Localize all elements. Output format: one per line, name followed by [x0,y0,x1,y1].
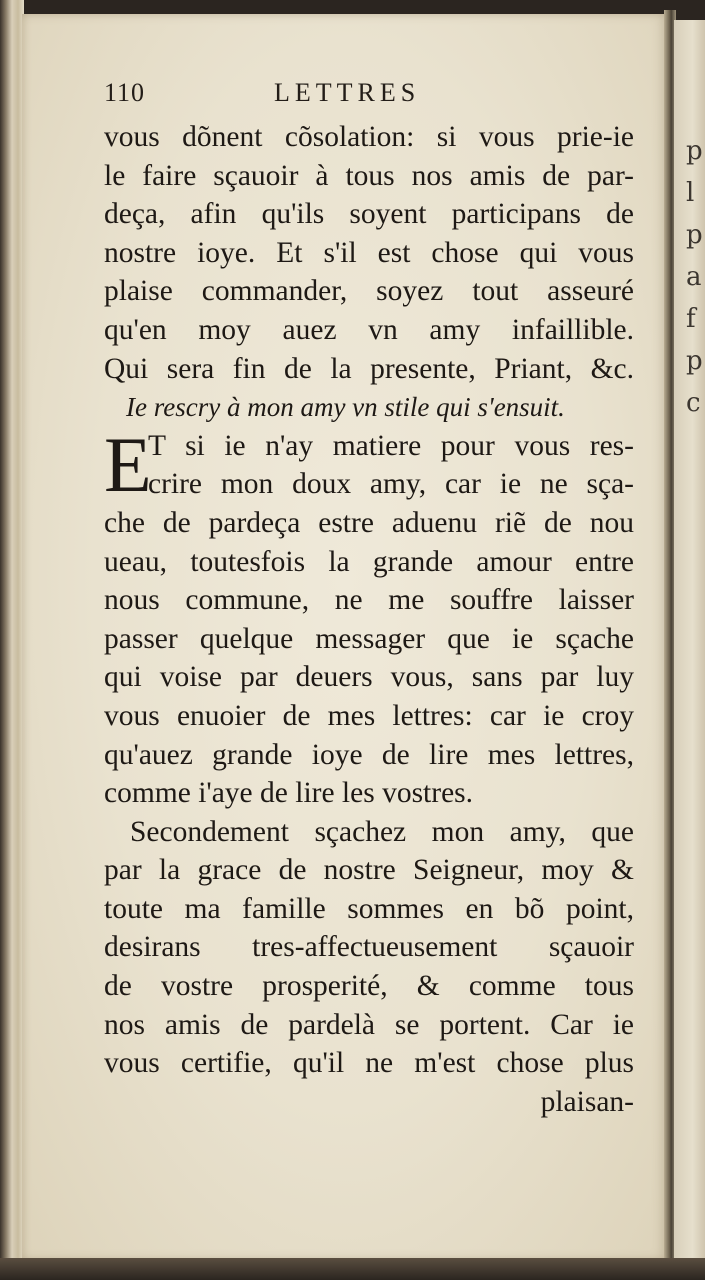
text-line: qu'en moy auez vn amy infaillible. [104,313,634,346]
running-title: LETTRES [274,78,421,107]
text-line: crire mon doux amy, car ie ne sça- [148,468,634,501]
text-line: T si ie n'ay matiere pour vous res- [148,429,634,462]
text-line: vous enuoier de mes lettres: car ie croy [104,699,634,732]
text-line: qu'auez grande ioye de lire mes lettres, [104,738,634,771]
text-line: vous dõnent cõsolation: si vous prie-ie [104,121,634,153]
text-line: toute ma famille sommes en bõ point, [104,892,634,925]
text-line: le faire sçauoir à tous nos amis de par- [104,159,634,192]
drop-cap-block [104,420,634,508]
drop-cap-lines [148,427,634,504]
text-line: de vostre prosperité, & comme tous [104,970,634,1003]
text-line: comme i'aye de lire les vostres. [104,777,474,810]
body-text [104,118,634,1121]
facing-letter: p [686,136,703,166]
text-line: nos amis de pardelà se portent. Car ie [104,1008,634,1041]
text-line: nostre ioye. Et s'il est chose qui vous [104,236,634,269]
text-line: nous commune, ne me souffre laisser [104,584,634,617]
facing-letter: p [686,346,703,376]
text-line: par la grace de nostre Seigneur, moy & [104,854,634,887]
text-line: vous certifie, qu'il ne m'est chose plus [104,1047,634,1080]
page-stack-edge [0,0,24,1280]
text-line: deça, afin qu'ils soyent participans de [104,198,634,231]
text-line: che de pardeça estre aduenu riẽ de nou [104,506,634,539]
text-line: ueau, toutesfois la grande amour entre [104,545,634,578]
facing-letter: c [686,388,701,418]
catchword: plaisan- [540,1085,634,1118]
facing-letter: p [686,220,703,250]
text-line: desirans tres-affectueusement sçauoir [104,931,634,964]
facing-letter: f [686,304,696,334]
text-line: passer quelque messager que ie sçache [104,622,634,655]
page-number: 110 [104,78,146,107]
letter-heading: Ie rescry à mon amy vn stile qui s'ensuit. [126,392,565,423]
paragraph-first-line: Secondement sçachez mon amy, que [130,815,634,848]
running-head [104,78,634,112]
facing-page-letters [686,130,703,424]
drop-cap: E [104,420,152,508]
bottom-edge [0,1258,705,1280]
text-line: plaise commander, soyez tout asseuré [104,275,634,308]
text-line: Qui sera fin de la presente, Priant, &c. [104,352,634,385]
facing-letter: a [686,262,702,292]
facing-letter: l [686,178,695,208]
text-line: qui voise par deuers vous, sans par luy [104,661,634,694]
